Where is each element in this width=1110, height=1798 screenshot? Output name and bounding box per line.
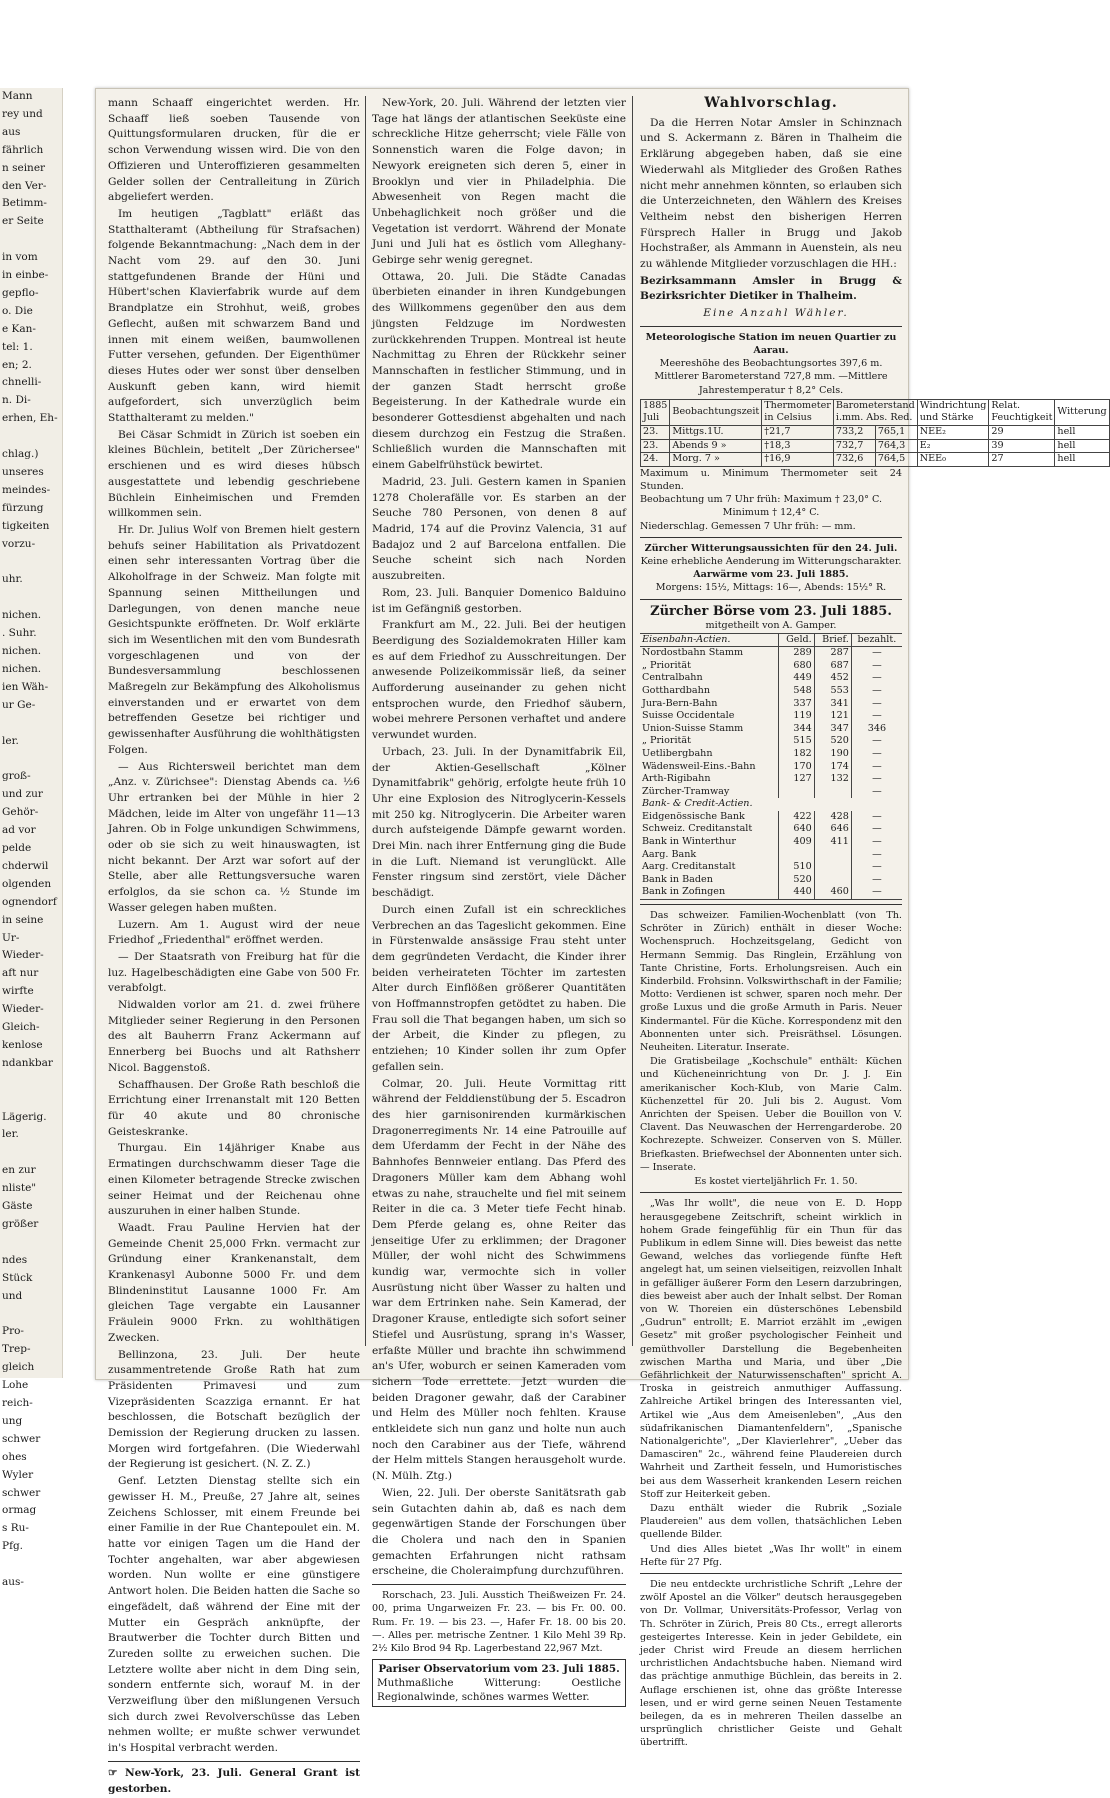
stock-bezahlt: — [872,659,882,671]
adjacent-page-text-fragment: ung [2,1414,23,1427]
stock-bezahlt: 346 [867,722,887,734]
meteo-humidity: 39 [989,439,1055,453]
article-madrid: Madrid, 23. Juli. Gestern kamen in Spanien 1278 Cholerafälle vor. Es starben an der Seuche 780 Personen, von denen 8 auf Madrid, 174 auf die Provinz Valencia, 31 auf Badajoz und 2 auf Barcelona entfallen. Die Seuche scheint sich nach Norden auszubreiten. [372,475,626,583]
meteo-date: 24. [641,453,670,467]
was-ihr-wollt-text: „Was Ihr wollt", die neue von E. D. Hopp herausgegebene Zeitschrift, scheint wirklich in hohem Grade feingefühlig für ein Thun für das Publikum in edlem Sinne will. Dies beweist das nette Gewand, welches das vorliegende fünfte Heft angelegt hat, um seinen vielseitigen, reizvollen Inhalt in gefälliger äußerer Form den Lesern darzubringen, dies beweist aber auch der Inhalt selbst. Der Roman von W. Thoreien ein düsterschönes Lebensbild „Gudrun" entrollt; E. Marriot erzählt im „ewigen Gesetz" mit großer psychologischer Feinheit und gemüthvoller Darstellung die Begebenheiten zwischen Martha und Maria, und über „Die Gefährlichkeit der Naturwissenschaften" spricht A. Troska in geistreich anmuthiger Auffassung. Zahlreiche Artikel bringen des Interessanten viel, Artikel wie „Aus dem Ameisenleben", „Aus den südafrikanischen Diamantenfeldern", „Spanische Nationalgerichte", „Der Klavierlehrer", „Ueber das Damasciren" 2c., während feine Plaudereien durch Wahrheit und Zartheit fesseln, und Humoristisches bei aus dem Wasserheit krankenden Lesern reichen Stoff zur Heiterkeit geben. [640,1198,902,1500]
adjacent-page-text-fragment: kenlose [2,1038,43,1051]
stock-bezahlt: — [872,848,882,860]
stock-brief: 341 [814,698,851,711]
boerse-row [640,660,902,673]
stock-geld: 440 [778,886,814,899]
stock-geld: 344 [778,723,814,736]
adjacent-page-text-fragment: wirfte [2,985,34,998]
stock-geld [778,849,814,862]
meteo-temp: †16,9 [762,453,834,467]
adjacent-page-text-fragment: n. Di- [2,394,31,407]
stock-name: Aarg. Creditanstalt [640,861,778,874]
adjacent-page-text-fragment: en zur [2,1164,36,1177]
stock-brief: 287 [814,647,851,660]
stock-brief [814,786,851,799]
stock-brief: 553 [814,685,851,698]
meteo-baro-red: 764,3 [875,439,917,453]
adjacent-page-text-fragment: erhen, Eh- [2,412,58,425]
column-1 [108,96,360,1798]
stock-name: Wädensweil-Eins.-Bahn [640,761,778,774]
article-zurich-schaaff: mann Schaaff eingerichtet werden. Hr. Schaaff ließ soeben Tausende von Quittungsformularen drucken, für die er schon Verwendung wissen wird. Die von den Offizieren und Unteroffizieren gesammelten Gelder sollen der Centralleitung in Zürich abgeliefert werden. [108,97,360,204]
article-fuerstenwalde: Durch einen Zufall ist ein schreckliches Verbrechen an das Tageslicht gekommen. Eine in Fürstenwalde ansässige Frau steht unter dem gegründeten Verdacht, die Kinder ihrer beiden verheirateten Töchter im zartesten Alter durch Einflößen größerer Quantitäten von Hoffmannstropfen getödtet zu haben. Die Frau soll die That begangen haben, um sich so der Arbeit, die Kinder zu pflegen, zu entziehen; 10 Kinder sollen ihr zum Opfer gefallen sein. [372,903,626,1073]
article-ottawa: Ottawa, 20. Juli. Die Städte Canadas überbieten einander in ihren Kundgebungen des Willkommens gegenüber den aus dem jüngsten Feldzuge im Nordwesten zurückkehrenden Truppen. Montreal ist heute Nachmittag zu Ehren der Rückkehr seiner Mannschaften in festlicher Stimmung, und in der ganzen Stadt herrscht große Begeisterung. In der Kathedrale wurde ein besonderer Gottesdienst abgehalten und nach diesem durchzog ein Festzug die Straßen. Schließlich wurden die Mannschaften mit einem Gabelfrühstück bewirtet. [372,270,626,472]
stock-name: „ Priorität [640,735,778,748]
witterung-text: Keine erhebliche Aenderung im Witterungscharakter. [640,556,902,568]
stock-bezahlt: — [872,886,882,898]
stock-geld: 127 [778,773,814,786]
boerse-row [640,886,902,899]
stock-brief: 190 [814,748,851,761]
stock-geld: 515 [778,735,814,748]
article-genf: Genf. Letzten Dienstag stellte sich ein gewisser H. M., Preuße, 27 Jahre alt, seines Zeichens Schlosser, mit einem Freunde bei einer Familie in der Rue Chantepoulet ein. M. hatte vor einigen Tagen um die Hand der Tochter angehalten, war aber abgewiesen worden. Nun wollte er eine günstigere Antwort holen. Die Beiden hatten die Sache so eingefädelt, daß während der Eine mit der Mutter ein Gespräch anknüpfte, der Brautwerber die Tochter durch Bitten und Zureden sollte zu erweichen suchen. Die Letztere wollte aber nicht in dem Ding sein, sondern entfernte sich, worauf M. in der Verzweiflung über den mißlungenen Versuch sich durch zwei Revolverschüsse das Leben nehmen wollte; er mußte schwer verwundet in's Hospital verbracht werden. [108,1475,360,1755]
article-bellinzona: Bellinzona, 23. Juli. Der heute zusammentretende Große Rath hat zum Präsidenten Primavesi und zum Vizepräsidenten Scazziga ernannt. Er hat beschlossen, die Botschaft bezüglich der Demission der Regierung drucken zu lassen. Morgen wird fortgefahren. (Die Wiederwahl der Regierung ist gesichert. (N. Z. Z.) [108,1348,360,1471]
stock-geld: 422 [778,811,814,824]
aarwaerme-text: Morgens: 15½, Mittags: 16—, Abends: 15½° R. [655,582,887,594]
adjacent-page-text-fragment: nichen. [2,609,42,622]
adjacent-page-text-fragment: Lohe [2,1379,29,1392]
boerse-row [640,823,902,836]
meteo-note-3: Minimum † 12,4° C. [722,507,820,519]
boerse-row [640,735,902,748]
stock-name: Jura-Bern-Bahn [640,698,778,711]
paris-observatory-box [372,1659,626,1707]
adjacent-page-text-fragment: olgenden [2,877,52,890]
adjacent-page-text-fragment: n seiner [2,161,46,174]
stock-name: Aarg. Bank [640,849,778,862]
boerse-row [640,647,902,660]
wahlvorschlag-text: Da die Herren Notar Amsler in Schinznach und S. Ackermann z. Bären in Thalheim die Erklärung abgegeben haben, daß sie eine Wiederwahl als Mitglieder des Großen Rathes nicht mehr annehmen könnten, so erlauben sich die Unterzeichneten, den Wählern des Kreises Veltheim nebst den bisherigen Herren Fürsprech Haller in Brugg und Jakob Hochstraßer, als Ammann in Auenstein, als neu zu wählende Mitglieder vorzuschlagen die HH.: [640,116,902,271]
meteo-note-1: Maximum u. Minimum Thermometer seit 24 Stunden. [640,467,902,493]
article-luzern: Luzern. Am 1. August wird der neue Friedhof „Friedenthal" eröffnet werden. [108,918,360,947]
boerse-row [640,685,902,698]
familienwochenblatt-price: Es kostet vierteljährlich Fr. 1. 50. [694,1176,858,1188]
meteo-baro-red: 764,5 [875,453,917,467]
meteo-baro-abs: 733,2 [833,426,875,440]
boerse-col-geld: Geld. [778,633,814,647]
adjacent-page-text-fragment: schwer [2,1486,41,1499]
meteo-wind: NEE₀ [917,453,989,467]
stock-geld: 289 [778,647,814,660]
adjacent-page-text-fragment: Wyler [2,1468,34,1481]
boerse-table [640,633,902,900]
stock-bezahlt: — [872,773,882,785]
stock-geld: 182 [778,748,814,761]
bank-section-title: Bank- & Credit-Actien. [642,798,753,810]
adjacent-page-text-fragment: ormag [2,1504,37,1517]
boerse-subtitle: mitgetheilt von A. Gamper. [705,620,837,632]
stock-bezahlt: — [872,647,882,659]
adjacent-page-text-fragment: nichen. [2,645,42,658]
article-new-york-heat: New-York, 20. Juli. Während der letzten vier Tage hat längs der atlantischen Seeküste eine schreckliche Hitze geherrscht; viele Fälle von Sonnenstich waren die Folge davon; in Newyork ereigneten sich deren 5, einer in Brooklyn und vier in Philadelphia. Die Abwesenheit von Regen macht die Unbehaglichkeit noch größer und die Vegetation ist verdorrt. Während der Monate Juni und Juli hat es östlich vom Alleghany-Gebirge sehr wenig geregnet. [372,97,626,267]
article-rom: Rom, 23. Juli. Banquier Domenico Balduino ist im Gefängniß gestorben. [372,586,626,615]
adjacent-page-text-fragment: Pro- [2,1325,24,1338]
boerse-row [640,836,902,849]
stock-name: Nordostbahn Stamm [640,647,778,660]
wahlvorschlag-signature: Eine Anzahl Wähler. [703,307,849,320]
adjacent-page-text-fragment: ad vor [2,824,36,837]
stock-name: Zürcher-Tramway [640,786,778,799]
meteo-temp: †21,7 [762,426,834,440]
boerse-row [640,773,902,786]
stock-name: Eidgenössische Bank [640,811,778,824]
meteo-row [641,426,1110,440]
stock-geld: 170 [778,761,814,774]
kochschule-text: Die Gratisbeilage „Kochschule" enthält: Küchen und Kücheneinrichtung von Dr. J. J. Ein amerikanischer Koch-Klub, von Marie Calm. Küchenzettel für 20. Juli bis 2. August. Vom Anrichten der Speisen. Ueber die Bouillon von V. Clavent. Das Neuwaschen der Herrengarderobe. 20 Kochrezepte. Schweizer. Conserven von S. Müller. Briefkasten. Briefwechsel der Abonnenten unter sich. — Inserate. [640,1056,902,1173]
divider [640,326,902,327]
stock-bezahlt: — [872,710,882,722]
boerse-row [640,786,902,799]
divider [640,1573,902,1574]
adjacent-page-text-fragment: e Kan- [2,322,36,335]
adjacent-page-text-fragment: chlag.) [2,448,39,461]
adjacent-page-text-fragment: Trep- [2,1343,31,1356]
stock-name: Bank in Baden [640,874,778,887]
divider [372,1584,626,1585]
article-dr-wolf: Hr. Dr. Julius Wolf von Bremen hielt gestern behufs seiner Habilitation als Privatdozent einen sehr interessanten Vortrag über die Alkoholfrage in der Schweiz. Man folgte mit Spannung seinen Mittheilungen und Darlegungen, von denen manche neue Gesichtspunkte eröffneten. Dr. Wolf erklärte sich im Wesentlichen mit den vom Bundesrath vorgeschlagenen und von der Bundesversammlung beschlossenen Maßregeln zur Bekämpfung des Alkoholismus einverstanden und er erwartet von dem betreffenden Gesetze bei richtiger und gewissenhafter Ausführung die wohlthätigsten Folgen. [108,523,360,756]
adjacent-page-text-fragment [0,589,62,607]
adjacent-page-text-fragment: ur Ge- [2,698,36,711]
meteo-title: Meteorologische Station im neuen Quartier zu Aarau. [645,331,897,357]
meteo-note-2: Beobachtung um 7 Uhr früh: Maximum † 23,0° C. [640,494,883,506]
meteo-col-humidity: Relat. Feuchtigkeit [989,399,1055,425]
adjacent-page-text-fragment [0,715,62,733]
adjacent-page-text-fragment: in vom [2,251,38,264]
column-2 [372,96,626,1707]
aarwaerme-title: Aarwärme vom 23. Juli 1885. [693,569,849,581]
article-nidwalden: Nidwalden vorlor am 21. d. zwei frühere Mitglieder seiner Regierung in den Personen des alt Bauherrn Franz Ackermann auf Ennerberg bei Buochs und alt Rathsherr Nicol. Baggenstoß. [108,999,360,1074]
adjacent-page-text-fragment: und zur [2,788,43,801]
article-thurgau: Thurgau. Ein 14jähriger Knabe aus Ermatingen durchschwamm dieser Tage die einen Kilometer betragende Strecke zwischen seiner Heimat und der Reichenau ohne auszuruhen in einer halben Stunde. [108,1142,360,1218]
divider [640,1192,902,1193]
stock-name: Arth-Rigibahn [640,773,778,786]
stock-geld: 640 [778,823,814,836]
adjacent-page-text-fragment [0,1073,62,1091]
boerse-row [640,761,902,774]
stock-brief: 646 [814,823,851,836]
stock-brief: 411 [814,836,851,849]
adjacent-page-text-fragment: meindes- [2,483,51,496]
divider [640,537,902,538]
stock-bezahlt: — [872,785,882,797]
adjacent-page-text-fragment: s Ru- [2,1522,29,1535]
adjacent-page-text-fragment: rey und [2,107,43,120]
adjacent-page-text-fragment: ien Wäh- [2,680,49,693]
adjacent-page-text-fragment: unseres [2,466,44,478]
stock-geld: 548 [778,685,814,698]
boerse-row [640,849,902,862]
was-ihr-wollt-text-3: Und dies Alles bietet „Was Ihr wollt" in einem Hefte für 27 Pfg. [640,1543,902,1568]
boerse-row [640,748,902,761]
adjacent-page-text-fragment: nichen. [2,662,42,675]
meteo-date: 23. [641,439,670,453]
stock-bezahlt: — [872,684,882,696]
stock-bezahlt: — [872,836,882,848]
divider [108,1761,360,1762]
stock-brief: 452 [814,672,851,685]
lehre-apostel-text: Die neu entdeckte urchristliche Schrift „Lehre der zwölf Apostel an die Völker" deutsch herausgegeben von Dr. Vollmar, Universitäts-Professor, Verlag von Th. Schröter in Zürich, Preis 80 Cts., erregt allerorts gesteigertes Interesse. Kein in jeder Gebildete, ein jeder Christ wird Freude an diesem herrlichen urchristlichen Andachtsbuche haben. Niemand wird das prächtige anmuthige Büchlein, das bereits in 2. Auflage erschienen ist, ohne das größte Interesse lesen, und er wird gerne seinen Neuen Testamente beilegen, da es in mehreren Theilen dasselbe an ursprünglich christlicher Geiste und Gehalt übertrifft. [640,1578,902,1749]
boerse-title: Zürcher Börse vom 23. Juli 1885. [650,603,892,619]
stock-bezahlt: — [872,735,882,747]
familienwochenblatt-text: Das schweizer. Familien-Wochenblatt (von Th. Schröter in Zürich) enthält in dieser Woche: Wochenspruch. Hochzeitsgelang, Gedicht von Hermann Semmig. Das Ringlein, Erzählung von Tante Christine, Forts. Erholungsreisen. Auch ein Kinderbild. Frohsinn. Volkswirthschaft in der Familie; Motto: Verdienen ist schwer, sparen noch mehr. Der große Luxus und die große Armuth in Paris. Neuer Kindermantel. Für die Küche. Korrespondenz mit den Abonnenten unter sich. Preisräthsel. Lösungen. Neuheiten. Literatur. Inserate. [640,910,902,1054]
stock-geld: 409 [778,836,814,849]
adjacent-page-text-fragment: schwer [2,1432,41,1445]
adjacent-page-text-fragment: o. Die [2,304,33,317]
adjacent-page-text-fragment: . Suhr. [2,627,37,640]
meteo-weather: hell [1055,453,1109,467]
meteo-time: Mittgs.1U. [670,426,762,440]
wahlvorschlag-names: Bezirksammann Amsler in Brugg & Bezirksrichter Dietiker in Thalheim. [640,274,902,303]
adjacent-page-text-fragment: Gleich- [2,1021,40,1034]
meteo-baro-red: 765,1 [875,426,917,440]
meteo-weather: hell [1055,426,1109,440]
article-schaffhausen: Schaffhausen. Der Große Rath beschloß die Errichtung einer Irrenanstalt mit 120 Betten für 40 akute und 80 chronische Geisteskranke. [108,1078,360,1138]
meteo-wind: NEE₂ [917,426,989,440]
adjacent-page-text-fragment: Gäste [2,1200,33,1213]
boerse-col-name: Eisenbahn-Actien. [640,633,778,647]
boerse-row [640,710,902,723]
article-freiburg: — Der Staatsrath von Freiburg hat für die luz. Hagelbeschädigten eine Gabe von 500 Fr. verabfolgt. [108,950,360,995]
adjacent-page-text-fragment: ognendorf [2,895,57,908]
meteo-baro-abs: 732,6 [833,453,875,467]
stock-geld: 520 [778,874,814,887]
meteo-humidity: 27 [989,453,1055,467]
article-wien: Wien, 22. Juli. Der oberste Sanitätsrath gab sein Gutachten dahin ab, daß es nach dem gegenwärtigen Stande der Forschungen über die Cholera und nach den in Spanien gemachten Erfahrungen nicht rathsam erscheine, die Choleraimpfung durchzuführen. [372,1486,626,1578]
stock-brief: 132 [814,773,851,786]
stock-geld [778,786,814,799]
adjacent-page-text-fragment: chderwil [2,859,49,872]
meteo-col-baro: Barometerstand i.mm. Abs. Red. [833,399,917,425]
stock-name: Union-Suisse Stamm [640,723,778,736]
meteo-table [640,399,1110,467]
meteo-date: 23. [641,426,670,440]
column-3 [640,95,1107,1751]
boerse-col-bezahlt: bezahlt. [857,633,897,645]
was-ihr-wollt-text-2: Dazu enthält wieder die Rubrik „Soziale Plaudereien" aus dem vollen, thatsächlichen Leben quellende Bilder. [640,1502,902,1541]
meteo-row [641,439,1110,453]
article-waadt: Waadt. Frau Pauline Hervien hat der Gemeinde Chenit 25,000 Frkn. vermacht zur Gründung einer Krankenanstalt, dem Krankenasyl Aubonne 5000 Fr. und dem Blindeninstitut Lausanne 1000 Fr. Am gleichen Tage vergabte ein Lausanner Fräulein 9000 Frkn. zu wohlthätigen Zwecken. [108,1221,360,1344]
adjacent-page-text-fragment: groß- [2,770,31,783]
meteo-means: Mittlerer Barometerstand 727,8 mm. —Mittlere Jahrestemperatur † 8,2° Cels. [654,371,888,396]
stock-geld: 337 [778,698,814,711]
article-urbach: Urbach, 23. Juli. In der Dynamitfabrik Eil, der Aktien-Gesellschaft „Kölner Dynamitfabrik" gehörig, erfolgte heute früh 10 Uhr eine Explosion des Nitroglycerin-Kessels mit 250 kg. Nitroglycerin. Die Arbeiter waren durch aufsteigende Dämpfe gewarnt worden. Drei Min. nach ihrer Entfernung ging die Bude in die Luft. Niemand ist verunglückt. Alle Fenster ringsum sind zerstört, viele Dächer beschädigt. [372,745,626,900]
stock-geld: 449 [778,672,814,685]
wahlvorschlag-title: Wahlvorschlag. [704,95,838,111]
boerse-row [640,672,902,685]
meteo-col-time: Beobachtungszeit [670,399,762,425]
stock-name: Bank in Zofingen [640,886,778,899]
boerse-row [640,861,902,874]
adjacent-page-text-fragment [0,1091,62,1109]
stock-bezahlt: — [872,861,882,873]
adjacent-page-text-fragment: tigkeiten [2,519,50,532]
adjacent-page-text-fragment: aus- [2,1576,24,1589]
article-richtersweil: — Aus Richtersweil berichtet man dem „Anz. v. Zürichsee": Dienstag Abends ca. ½6 Uhr ertranken bei der Mühle in hier 2 Mädchen, leide im Alter von ungefähr 11—13 Jahren. Ob in Folge unkundigen Schwimmens, oder ob sie sich zu weit hinauswagten, ist nicht bekannt. Der Arzt war sofort auf der Stelle, aber alle Rettungsversuche waren erfolglos, da sie schon ca. ½ Stunde im Wasser gelegen haben mußten. [108,760,360,914]
adjacent-page-text-fragment [0,750,62,768]
stock-brief [814,849,851,862]
adjacent-page-text-fragment: tel: 1. [2,340,33,353]
adjacent-page-text-fragment: ohes [2,1450,27,1463]
stock-brief: 347 [814,723,851,736]
adjacent-page-text-fragment [0,1556,62,1574]
stock-brief: 460 [814,886,851,899]
adjacent-page-text-fragment: ler. [2,1128,19,1141]
meteo-col-weather: Witterung [1055,399,1109,425]
adjacent-page-text-fragment [0,428,62,446]
meteo-baro-abs: 732,7 [833,439,875,453]
stock-bezahlt: — [872,747,882,759]
stock-name: Suisse Occidentale [640,710,778,723]
adjacent-page-text-fragment: aus [2,125,21,138]
adjacent-page-text-fragment: und [2,1289,23,1302]
stock-bezahlt: — [872,873,882,885]
stock-geld: 510 [778,861,814,874]
adjacent-page-text-fragment [0,554,62,572]
stock-name: Bank in Winterthur [640,836,778,849]
stock-bezahlt: — [872,672,882,684]
column-rule [365,96,366,1346]
adjacent-page-text-fragment: Mann [2,90,33,102]
meteo-row [641,453,1110,467]
adjacent-page-text-fragment: uhr. [2,573,23,586]
article-frankfurt: Frankfurt am M., 22. Juli. Bei der heutigen Beerdigung des Sozialdemokraten Hiller kam es auf dem Friedhof zu Ausschreitungen. Der anwesende Polizeikommissär ließ, da seiner Aufforderung auseinander zu gehen nicht entsprochen wurde, den Friedhof säubern, wobei mehrere Personen verhaftet und andere verwundet wurden. [372,619,626,742]
adjacent-page-text-fragment: Pfg. [2,1540,24,1553]
article-grant: ☞ New-York, 23. Juli. General Grant ist gestorben. [108,1766,360,1795]
stock-brief: 121 [814,710,851,723]
adjacent-page-text-fragment: en; 2. [2,358,32,371]
adjacent-page-text-fragment [0,1144,62,1162]
adjacent-page-text-fragment: Gehör- [2,806,39,819]
adjacent-page-text-fragment: Betimm- [2,197,47,210]
stock-geld: 680 [778,660,814,673]
article-rorschach: Rorschach, 23. Juli. Ausstich Theißweizen Fr. 24. 00, prima Ungarweizen Fr. 23. — bis Fr. 00. 00. Rum. Fr. 19. — bis 23. —, Hafer Fr. 18. 00 bis 20. —. Alles per. metrische Zentner. 1 Kilo Mehl 39 Rp. 2½ Kilo Brod 94 Rp. Lagerbestand 22,967 Mzt. [372,1590,626,1654]
stock-name: Uetlibergbahn [640,748,778,761]
divider [640,599,902,600]
boerse-row [640,723,902,736]
meteo-col-wind: Windrichtung und Stärke [917,399,989,425]
adjacent-page-text-fragment [0,1234,62,1252]
meteo-time: Abends 9 » [670,439,762,453]
meteo-temp: †18,3 [762,439,834,453]
adjacent-page-text-fragment: in seine [2,913,44,926]
adjacent-page-text-fragment [0,231,62,249]
stock-name: Gotthardbahn [640,685,778,698]
meteo-col-date: 1885 Juli [641,399,670,425]
stock-brief: 687 [814,660,851,673]
meteo-weather: hell [1055,439,1109,453]
adjacent-page-text-fragment: vorzu- [2,537,36,550]
stock-brief [814,861,851,874]
stock-brief [814,874,851,887]
adjacent-page-text-fragment: Stück [2,1271,33,1284]
adjacent-page-text-fragment: reich- [2,1396,33,1409]
meteo-note-4: Niederschlag. Gemessen 7 Uhr früh: — mm. [640,520,856,532]
adjacent-page-text-fragment: er Seite [2,215,44,228]
stock-bezahlt: — [872,810,882,822]
stock-bezahlt: — [872,823,882,835]
witterung-title: Zürcher Witterungsaussichten für den 24. Juli. [644,542,898,554]
stock-brief: 174 [814,761,851,774]
meteo-altitude: Meereshöhe des Beobachtungsortes 397,6 m. [659,358,883,370]
adjacent-page-text-fragment: Wieder- [2,949,44,962]
stock-name: Centralbahn [640,672,778,685]
adjacent-page-text-fragment: fährlich [2,143,44,156]
adjacent-page-text-fragment [0,1305,62,1323]
meteo-humidity: 29 [989,426,1055,440]
boerse-col-brief: Brief. [814,633,851,647]
stock-bezahlt: — [872,760,882,772]
boerse-row [640,698,902,711]
adjacent-page-text-fragment: ndes [2,1253,28,1266]
adjacent-page-text-fragment: in einbe- [2,269,49,282]
adjacent-page-text-fragment: nliste" [2,1182,37,1195]
adjacent-page-text-fragment: aft nur [2,967,39,980]
boerse-row [640,874,902,887]
adjacent-page-text-fragment: gepflo- [2,286,39,299]
adjacent-page-text-fragment: pelde [2,841,32,854]
boerse-row [640,811,902,824]
stock-geld: 119 [778,710,814,723]
article-zuerichersee-book: Bei Cäsar Schmidt in Zürich ist soeben ein kleines Büchlein, betitelt „Der Zürichersee" erschienen und es wird dieses hübsch ausgestattete und lebendig geschriebene Büchlein Einheimischen und Fremden willkommen sein. [108,428,360,520]
adjacent-page-text-fragment: Ur- [2,931,20,944]
adjacent-page-text-fragment: größer [2,1217,39,1230]
article-colmar: Colmar, 20. Juli. Heute Vormittag ritt während der Felddienstübung der 5. Escadron des hier garnisonirenden kurmärkischen Dragonerregiments Nr. 14 eine Patrouille auf dem Uferdamm der Fecht in der Nähe des Bahnhofes Bennweier entlang. Das Pferd des Dragoners Müller kam dem Abhang wohl etwas zu nahe, strauchelte und fiel mit seinem Reiter in die ca. 3 Meter tiefe Fecht hinab. Dem Pferde gelang es, ohne Reiter das jenseitige Ufer zu erklimmen; der Dragoner Müller, der wohl nicht des Schwimmens kundig war, vermochte sich in voller Ausrüstung nicht über Wasser zu halten und war dem Ertrinken nahe. Sein Kamerad, der Dragoner Krause, entledigte sich sofort seiner Stiefel und Ausrüstung, sprang in's Wasser, erfaßte Müller und brachte ihn schwimmend an's Ufer, woburch er seinen Kameraden vom sichern Tode errettete. Jetzt wurden die beiden Dragoner gewahr, daß der Carabiner und Helm des Müller noch fehlten. Krause entkleidete sich nun ganz und holte nun auch noch den Carabiner aus der Tiefe, während der Helm mittels Stangen herausgeholt wurde. (N. Mülh. Ztg.) [372,1077,626,1483]
column-rule [632,96,633,1346]
stock-brief: 520 [814,735,851,748]
adjacent-page-text-fragment: chnelli- [2,376,42,389]
paris-observatory-text: Muthmaßliche Witterung: Oestliche Regionalwinde, schönes warmes Wetter. [377,1677,621,1704]
adjacent-page-text-fragment: den Ver- [2,179,47,192]
meteo-time: Morg. 7 » [670,453,762,467]
article-statthalteramt: Im heutigen „Tagblatt" erläßt das Statthalteramt (Abtheilung für Strafsachen) folgende Bekanntmachung: „Nach dem in der Nacht vom 29. auf den 30. Juni stattgefundenen Brande der Hüni und Hübert'schen Klavierfabrik wurde auf dem Brandplatze ein Strohhut, weiß, grobes Geflecht, außen mit schwarzem Band und innen mit einem weißen, baumwollenen Futter versehen, gefunden. Der Eigenthümer dieses Hutes oder wer sonst über denselben Auskunft geben kann, wird hiemit aufgefordert, sich unverzüglich beim Statthalteramt zu melden." [108,207,360,425]
stock-bezahlt: — [872,697,882,709]
meteo-col-temp: Thermometer in Celsius [762,399,834,425]
stock-name: Schweiz. Creditanstalt [640,823,778,836]
adjacent-page-text-fragment: fürzung [2,501,44,514]
adjacent-page-text-fragment: Lägerig. [2,1110,47,1123]
meteo-wind: E₂ [917,439,989,453]
adjacent-page-text-fragment: ler. [2,734,19,747]
adjacent-page-fragment [0,88,63,1589]
adjacent-page-text-fragment: gleich [2,1361,35,1374]
paris-observatory-title: Pariser Observatorium vom 23. Juli 1885. [378,1663,620,1676]
adjacent-page-text-fragment: Wieder- [2,1003,44,1016]
stock-brief: 428 [814,811,851,824]
adjacent-page-text-fragment: ndankbar [2,1056,53,1069]
divider [640,904,902,905]
stock-name: „ Priorität [640,660,778,673]
